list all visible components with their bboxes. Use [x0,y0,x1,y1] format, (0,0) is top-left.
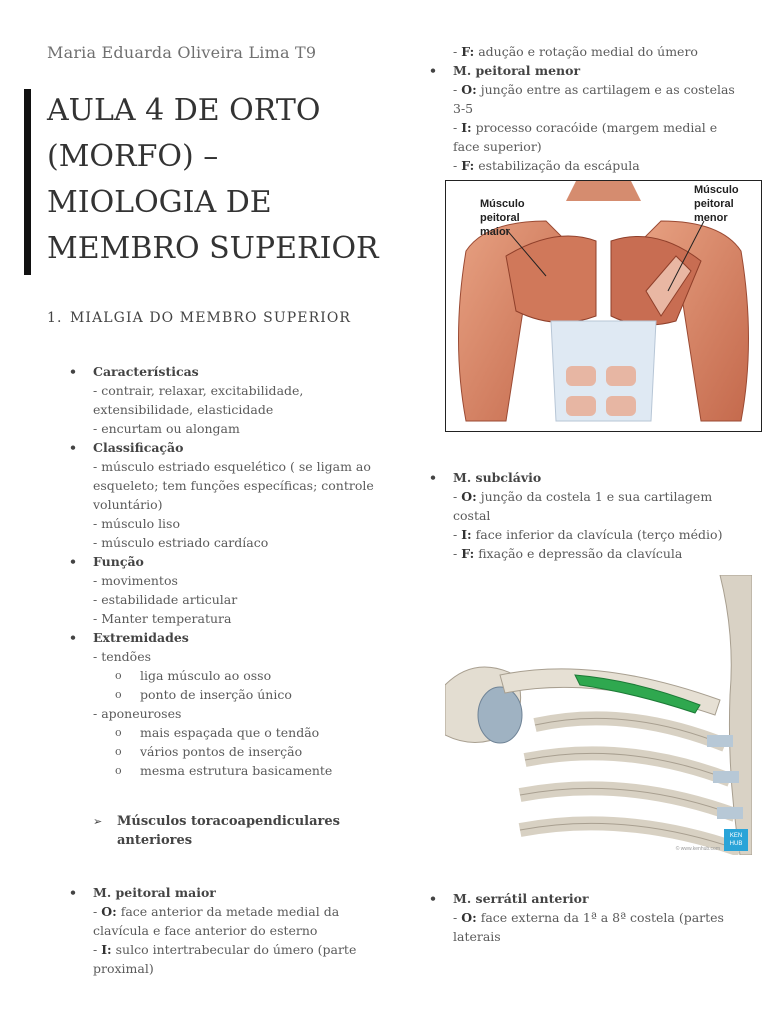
text-line: - aponeuroses [93,706,182,721]
insertion-label: I: [101,942,112,957]
text-line: - encurtam ou alongam [93,421,240,436]
insertion-label: I: [461,120,472,135]
peitoral-maior-block [93,883,383,978]
origin-text: junção da costela 1 e sua cartilagem [476,489,713,504]
origin-text: face anterior da metade medial da [116,904,340,919]
kenhub-badge [724,829,748,851]
text-line: 3-5 [453,101,474,116]
label-pectoral-minor [694,183,739,225]
serratil-block [453,889,753,946]
function-text: fixação e depressão da clavícula [474,546,683,561]
author-name: Maria Eduarda Oliveira Lima T9 [47,43,317,62]
origin-label: O: [461,910,477,925]
text-line: - F: fixação e depressão da clavícula [453,546,683,561]
origin-text: junção entre as cartilagem e as costelas [476,82,735,97]
text-line: - I: face inferior da clavícula (terço médio) [453,527,723,542]
subclavius-figure [445,575,752,855]
toraco-heading [93,812,383,850]
text-line: - músculo estriado cardíaco [93,535,269,550]
toraco-line: anteriores [117,833,193,848]
text-line: - contrair, relaxar, excitabilidade, [93,383,304,398]
function-label: F: [461,546,475,561]
text-line: voluntário) [93,497,163,512]
insertion-text: sulco intertrabecular do úmero (parte [111,942,357,957]
text-line: costal [453,508,491,523]
title-line: MIOLOGIA DE [47,185,272,220]
title-accent-bar [24,89,31,275]
label-line: peitoral [480,212,520,224]
sub-item: o mesma estrutura basicamente [93,761,383,780]
section-heading [47,310,351,326]
text-line: - I: sulco intertrabecular do úmero (parte [93,942,357,957]
bullet-subclavio: • M. subclávio [453,468,753,487]
page-title [47,88,387,272]
text-line: - movimentos [93,573,178,588]
bullet-peitoral-menor: • M. peitoral menor [453,61,753,80]
right-top-block [453,42,753,175]
origin-label: O: [101,904,117,919]
label-line: Músculo [480,198,525,210]
bullet-caracteristicas: • Características [93,362,383,381]
label-line: maior [480,226,510,238]
image-credit: © www.kenhub.com [675,846,720,852]
badge-line: HUB [729,841,743,847]
label-line: menor [694,212,728,224]
title-line: (MORFO) – [47,139,219,174]
text-line: esqueleto; tem funções específicas; controle [93,478,374,493]
ribcage-illustration [445,575,752,855]
text-line: - músculo liso [93,516,180,531]
text-line: proximal) [93,961,154,976]
label-pectoral-major [480,197,525,239]
text-line: - O: junção da costela 1 e sua cartilagem [453,489,713,504]
function-text: estabilização da escápula [474,158,640,173]
bullet-extremidades: • Extremidades [93,628,383,647]
toraco-line: Músculos toracoapendiculares [117,814,340,829]
sub-item: o liga músculo ao osso [93,666,383,685]
text-line: - O: face externa da 1ª a 8ª costela (partes [453,910,724,925]
text-line: - I: processo coracóide (margem medial e [453,120,718,135]
insertion-text: processo coracóide (margem medial e [471,120,718,135]
sub-item: o vários pontos de inserção [93,742,383,761]
text-line: laterais [453,929,501,944]
text-line: - músculo estriado esquelético ( se ligam ao [93,459,371,474]
origin-label: O: [461,82,477,97]
section-title: MIALGIA DO MEMBRO SUPERIOR [70,310,352,326]
bullet-classificacao: • Classificação [93,438,383,457]
origin-text: face externa da 1ª a 8ª costela (partes [476,910,724,925]
section-number: 1. [47,310,63,326]
left-column [93,362,383,780]
subclavio-block [453,468,753,563]
text-line: - tendões [93,649,152,664]
text-line: - F: adução e rotação medial do úmero [453,44,698,59]
insertion-text: face inferior da clavícula (terço médio) [471,527,723,542]
origin-label: O: [461,489,477,504]
insertion-label: I: [461,527,472,542]
text-line: extensibilidade, elasticidade [93,402,274,417]
text-line: - F: estabilização da escápula [453,158,640,173]
text-line: - estabilidade articular [93,592,238,607]
bullet-peitoral-maior: • M. peitoral maior [93,883,383,902]
pectoral-muscles-figure [445,180,762,432]
title-line: AULA 4 DE ORTO [47,93,321,128]
text-line: - Manter temperatura [93,611,232,626]
text-line: - O: junção entre as cartilagem e as costelas [453,82,735,97]
label-line: peitoral [694,198,734,210]
bullet-serratil: • M. serrátil anterior [453,889,753,908]
function-label: F: [461,158,475,173]
label-line: Músculo [694,184,739,196]
function-text: adução e rotação medial do úmero [474,44,698,59]
sub-item: o mais espaçada que o tendão [93,723,383,742]
badge-line: KEN [729,833,743,839]
function-label: F: [461,44,475,59]
title-line: MEMBRO SUPERIOR [47,231,379,266]
sub-item: o ponto de inserção único [93,685,383,704]
text-line: - O: face anterior da metade medial da [93,904,340,919]
bullet-funcao: • Função [93,552,383,571]
text-line: clavícula e face anterior do esterno [93,923,318,938]
arrow-item [93,812,383,850]
text-line: face superior) [453,139,542,154]
